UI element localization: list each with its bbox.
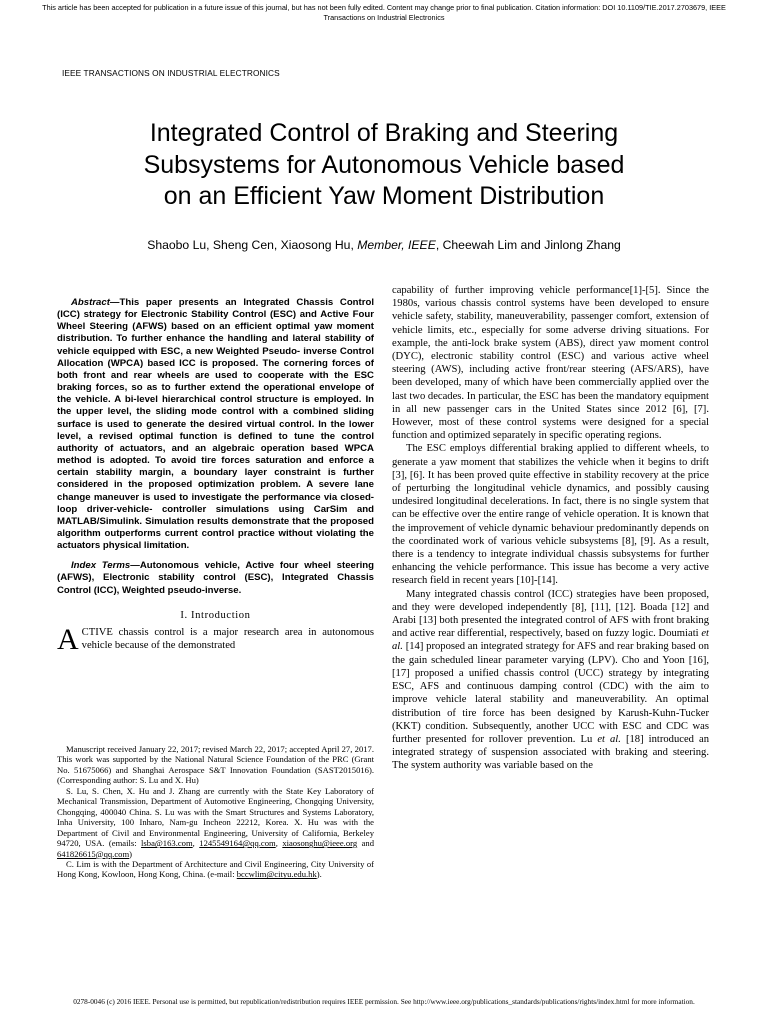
- copyright-footer: 0278-0046 (c) 2016 IEEE. Personal use is permitted, but republication/redistribution requires IEEE permission. See http://www.ieee.org/publications_standards/publications/rights/index.html for more information.: [73, 997, 695, 1006]
- email-link-3[interactable]: xiaosonghu@ieee.org: [282, 838, 358, 849]
- publication-notice-line2: Transactions on Industrial Electronics: [323, 13, 445, 22]
- authors-part-a: Shaobo Lu, Sheng Cen, Xiaosong Hu,: [147, 238, 354, 252]
- affiliation-text-1: S. Lu, S. Chen, X. Hu and J. Zhang are currently with the State Key Laboratory of Mechanical Transmission, Department of Automotive Engineering, Chongqing University, Chongqing, 400040 China. S. Lu was with the Smart Structures and Systems Laboratory, Inha University, 100 Inharo, Nam-gu Incheon 22212, Korea. X. Hu was with the Department of Civil and Environmental Engineering, University of California, Berkeley 94720, USA. (emails:: [57, 785, 374, 849]
- et-al-1: et al.: [392, 628, 709, 653]
- index-terms-dash: —: [130, 560, 140, 572]
- title-line-2: Subsystems for Autonomous Vehicle based: [143, 150, 625, 179]
- index-terms-lead: Index Terms: [71, 560, 131, 572]
- email-sep-2: ,: [275, 838, 283, 849]
- introduction-text: CTIVE chassis control is a major research area in autonomous vehicle because of the demonstrated: [81, 626, 374, 652]
- email-link-5[interactable]: bccwlim@cityu.edu.hk: [236, 869, 317, 880]
- email-sep-1: ,: [192, 838, 200, 849]
- body-paragraph-2: The ESC employs differential braking applied to different wheels, to generate a yaw moment that stabilizes the vehicle when it begins to drift [3], [6]. It has been proved quite effective in stability recovery at the price of perturbing the longitudinal vehicle dynamics, and possibly causing undesired longitudinal decelerations. In fact, there is no single system that can be effective over the entire range of vehicle operation. It is known that the improvement of vehicle dynamic behaviour predominantly depends on the coordinated work of various vehicle subsystems [8], [9]. As a result, there is a tendency to integrate individual chassis subsystems for further enhancing the vehicle performance. This issue has become a very active research field in recent years [10]-[14].: [392, 443, 709, 587]
- email-close: ): [129, 848, 132, 859]
- affiliation-text-2: C. Lim is with the Department of Architecture and Civil Engineering, City University of Hong Kong, Kowloon, Hong Kong, China. (e-mail:: [57, 858, 374, 880]
- abstract: [57, 297, 374, 552]
- title-line-3: on an Efficient Yaw Moment Distribution: [163, 182, 605, 210]
- publication-notice: [10, 3, 758, 23]
- email-link-4[interactable]: 641826615@qq.com: [57, 848, 130, 859]
- section-heading-introduction: I. Introduction: [180, 609, 251, 621]
- email-sep-3: and: [357, 838, 375, 849]
- footnotes: [57, 744, 374, 880]
- body-paragraph-1: capability of further improving vehicle performance[1]-[5]. Since the 1980s, various chassis control systems have been developed to ensure vehicle safety, stability, maneuverability, passenger comfort, extension of vehicle limits, etc., especially for some adverse driving situations. For example, the anti-lock brake system (ABS), direct yaw moment control (DYC), electronic stability control (ESC) and various active wheel steering (AWS), including active front/rear steering (AFS/ARS), have been developed, many of which have been commercially applied over the last two decades. In particular, the ESC has been the mandatory equipment in all new passenger cars in the United States since 2012 [6], [7]. However, most of these control systems were designed for a special function and optimized separately in specific operating regions.: [392, 285, 709, 442]
- email-link-1[interactable]: lsba@163.com: [141, 838, 193, 849]
- abstract-text: This paper presents an Integrated Chassis Control (ICC) strategy for Electronic Stability Control (ESC) and Active Four Wheel Steering (AFWS) based on an efficient optimal yaw moment distribution. To further enhance the handling and lateral stability of vehicle equipped with ESC, a new Weighted Pseudo- inverse Control Allocation (WPCA) based ICC is proposed. The cornering forces of both front and rear wheels are used to cooperate with the ESC braking forces, so as to further extend the operational envelope of the vehicle. A bi-level hierarchical control structure is employed. In the upper level, the sliding mode control with a combined sliding surface is used to generate the desired virtual control. In the lower level, a revised optimal function is defined to tune the control authority of actuators, and an algebraic operation based WPCA method is adopted. To avoid tire forces saturation and enforce a certain stability margin, a boundary layer constraint is further considered in the proposed optimization problem. A severe lane change maneuver is used to investigate the performance via closed-loop driver-vehicle- controller simulations using CarSim and MATLAB/Simulink. Simulation results demonstrate that the proposed algorithm outperforms current control practice without violating the actuators physical limitation.: [57, 297, 374, 552]
- authors-member: Member, IEEE: [357, 238, 436, 252]
- email-close-2: ).: [316, 869, 322, 880]
- affiliation-footnote-1: [57, 786, 374, 859]
- manuscript-footnote: Manuscript received January 22, 2017; revised March 22, 2017; accepted April 27, 2017. This work was supported by the National Natural Science Foundation of the PRC (Grant No. 51675066) and Shanghai Aerospace S&T Innovation Foundation (SAST2015016). (Corresponding author: S. Lu and X. Hu): [57, 744, 374, 786]
- paper-title: [40, 118, 728, 213]
- authors-part-b: , Cheewah Lim and Jinlong Zhang: [435, 238, 621, 252]
- publication-notice-line1: This article has been accepted for publication in a future issue of this journal, but has not been fully edited. Content may change prior to final publication. Citation information: DOI 10.1109/TIE.2017.2703679, IEEE: [42, 3, 726, 12]
- abstract-lead: Abstract: [71, 297, 110, 308]
- title-line-1: Integrated Control of Braking and Steering: [149, 119, 619, 147]
- paragraph-3-part-a: Many integrated chassis control (ICC) strategies have been proposed, and they were developed independently [8], [11], [12]. Boada [12] and Arabi [13] both presented the integrated control of AFS with front braking and active rear differential, respectively, based on fuzzy logic. Doumiati: [392, 588, 709, 640]
- email-link-2[interactable]: 1245549164@qq.com: [199, 838, 276, 849]
- drop-cap: A: [57, 622, 79, 656]
- paragraph-3-part-c: [18] introduced an integrated strategy of suspension associated with braking and steering. The system authority was variable based on the: [392, 733, 709, 772]
- left-column: [57, 297, 374, 656]
- paragraph-3-part-b: [14] proposed an integrated strategy for AFS and rear braking based on the gain scheduled linear parameter varying (LPV). Cho and Yoon [16], [17] proposed a unified chassis control (UCC) strategy by integrating ESC, AFS and continuous damping control (CDC) with the aim to improve vehicle lateral stability and maneuverability. An optimal distribution of tire force has been designed by Karush-Kuhn-Tucker (KKT) condition. Subsequently, another UCC with ESC and CDC was further presented for rollover prevention. Lu: [392, 641, 709, 745]
- introduction-paragraph: [57, 622, 374, 656]
- abstract-dash: —: [109, 297, 120, 308]
- author-list: [40, 238, 728, 252]
- body-paragraph-3: [392, 588, 709, 773]
- affiliation-footnote-2: [57, 859, 374, 880]
- index-terms-text: Autonomous vehicle, Active four wheel steering (AFWS), Electronic stability control (ESC), Integrated Chassis Control (ICC), Weighted pseudo-inverse.: [57, 560, 374, 596]
- right-column: [392, 284, 709, 773]
- et-al-2: et al.: [597, 733, 621, 745]
- journal-name: IEEE TRANSACTIONS ON INDUSTRIAL ELECTRONICS: [62, 68, 280, 78]
- index-terms: [57, 560, 374, 596]
